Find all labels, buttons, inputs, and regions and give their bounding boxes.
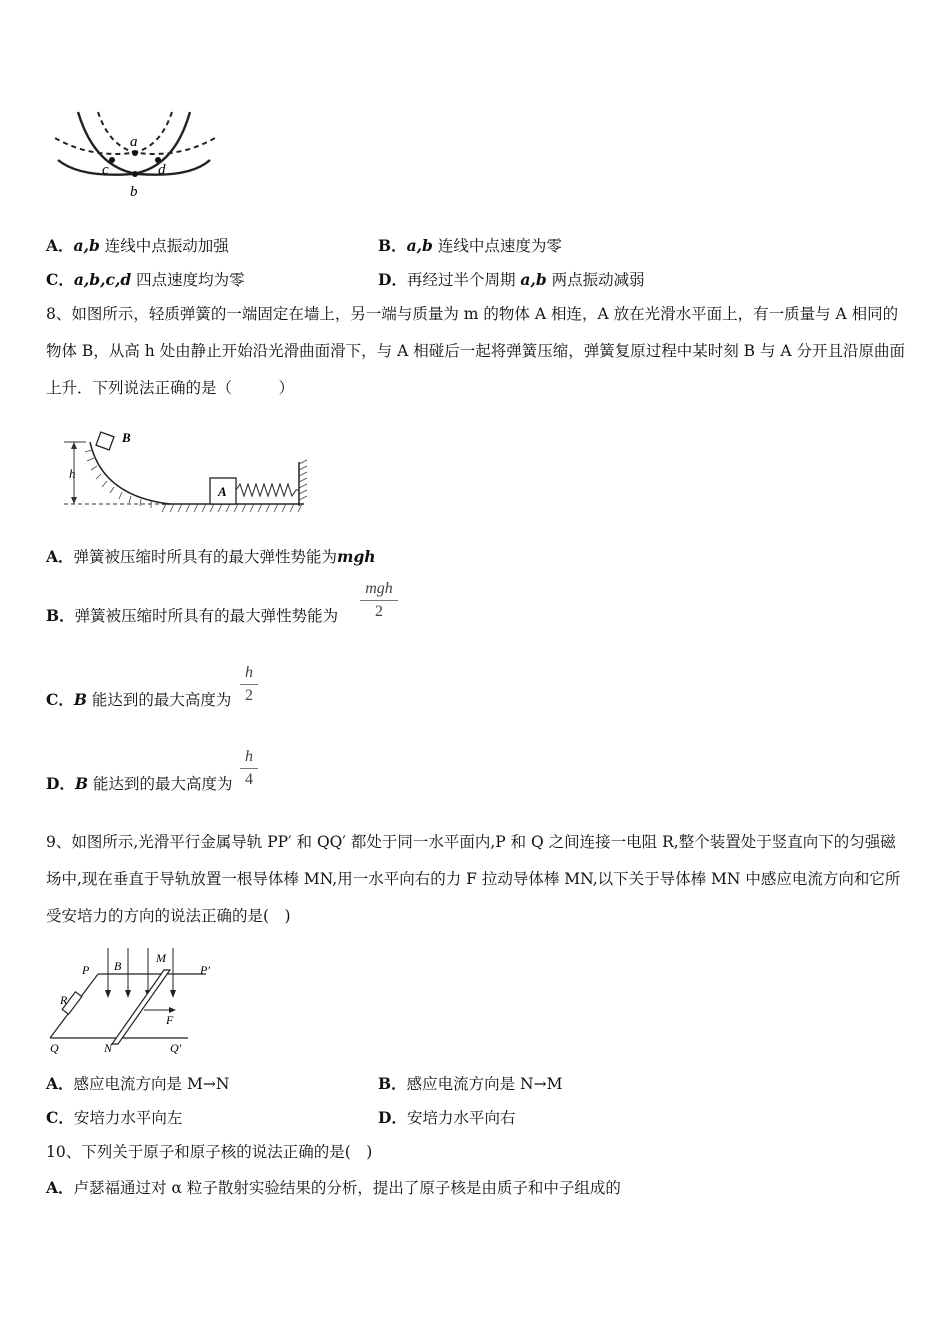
q8-option-d: D．B 能达到的最大高度为 xyxy=(46,774,233,793)
label-P: P xyxy=(82,963,90,977)
rod-mn xyxy=(112,970,170,1044)
label-a: a xyxy=(130,134,138,150)
spring xyxy=(236,484,299,496)
q8-stem: 8、如图所示，轻质弹簧的一端固定在墙上，另一端与质量为 m 的物体 A 相连，A 放在光滑水平面上，有一质量与 A 相同的物体 B，从高 h 处由静止开始沿光滑曲面滑下，与 A 相碰后一起将弹簧压缩，弹簧复原过程中某时刻 B 与 A 分开且沿原曲面上升．下列说法正确的是（ ） xyxy=(46,305,905,397)
label-b: b xyxy=(130,184,138,200)
label-N: N xyxy=(104,1041,113,1055)
q10-stem: 10、下列关于原子和原子核的说法正确的是( ) xyxy=(46,1143,373,1161)
label-M: M xyxy=(156,951,166,965)
label-F: F xyxy=(166,1013,174,1027)
q9-option-c: C．安培力水平向左 xyxy=(46,1108,183,1127)
block-b xyxy=(96,432,114,450)
q7-option-d: D．再经过半个周期 a,b 两点振动减弱 xyxy=(378,270,645,289)
label-Q: Q xyxy=(50,1041,59,1055)
label-R: R xyxy=(60,993,68,1007)
q8-option-a: A．弹簧被压缩时所具有的最大弹性势能为mgh xyxy=(46,547,376,566)
q8-option-c-fraction: $\frac{h}{2}$ xyxy=(240,664,258,705)
label-d: d xyxy=(158,162,166,178)
curved-surface xyxy=(90,442,170,504)
q8-option-c: C．B 能达到的最大高度为 xyxy=(46,690,232,709)
label-h: h xyxy=(69,466,76,481)
wave-arc-solid-left xyxy=(78,112,210,175)
q9-option-a: A．感应电流方向是 M→N xyxy=(46,1074,230,1093)
q7-option-c: C．a,b,c,d 四点速度均为零 xyxy=(46,270,245,289)
label-B: B xyxy=(122,430,131,445)
q8-option-b: B．弹簧被压缩时所具有的最大弹性势能为 xyxy=(46,606,339,625)
label-P-prime: P′ xyxy=(200,963,210,977)
q8-option-b-fraction: mgh 2 xyxy=(360,580,398,621)
wave-interference-figure xyxy=(50,108,225,203)
q9-option-d: D．安培力水平向右 xyxy=(378,1108,516,1127)
wave-arc-solid-right xyxy=(58,112,190,175)
rail-circuit-figure xyxy=(46,946,226,1058)
q9-stem: 9、如图所示,光滑平行金属导轨 PP′ 和 QQ′ 都处于同一水平面内,P 和 Q 之间连接一电阻 R,整个装置处于竖直向下的匀强磁场中,现在垂直于导轨放置一根导体棒 MN,用一水平向右的力 F 拉动导体棒 MN,以下关于导体棒 MN 中感应电流方向和它所受安培力的方向的说法正确的是( ) xyxy=(46,833,901,925)
q7-option-b: B．a,b 连线中点速度为零 xyxy=(378,236,562,255)
incline-spring-figure xyxy=(62,428,314,520)
q9-option-b: B．感应电流方向是 N→M xyxy=(378,1074,563,1093)
label-c: c xyxy=(102,162,109,178)
label-B-field: B xyxy=(114,959,122,973)
q10-option-a: A．卢瑟福通过对 α 粒子散射实验结果的分析，提出了原子核是由质子和中子组成的 xyxy=(46,1178,621,1197)
label-A: A xyxy=(218,484,227,499)
wave-arc-dashed-right xyxy=(55,112,172,154)
wave-arc-dashed-left xyxy=(98,112,215,154)
label-Q-prime: Q′ xyxy=(170,1041,182,1055)
q8-option-d-fraction: $\frac{h}{4}$ xyxy=(240,748,258,789)
q7-option-a: A．a,b 连线中点振动加强 xyxy=(46,236,229,255)
